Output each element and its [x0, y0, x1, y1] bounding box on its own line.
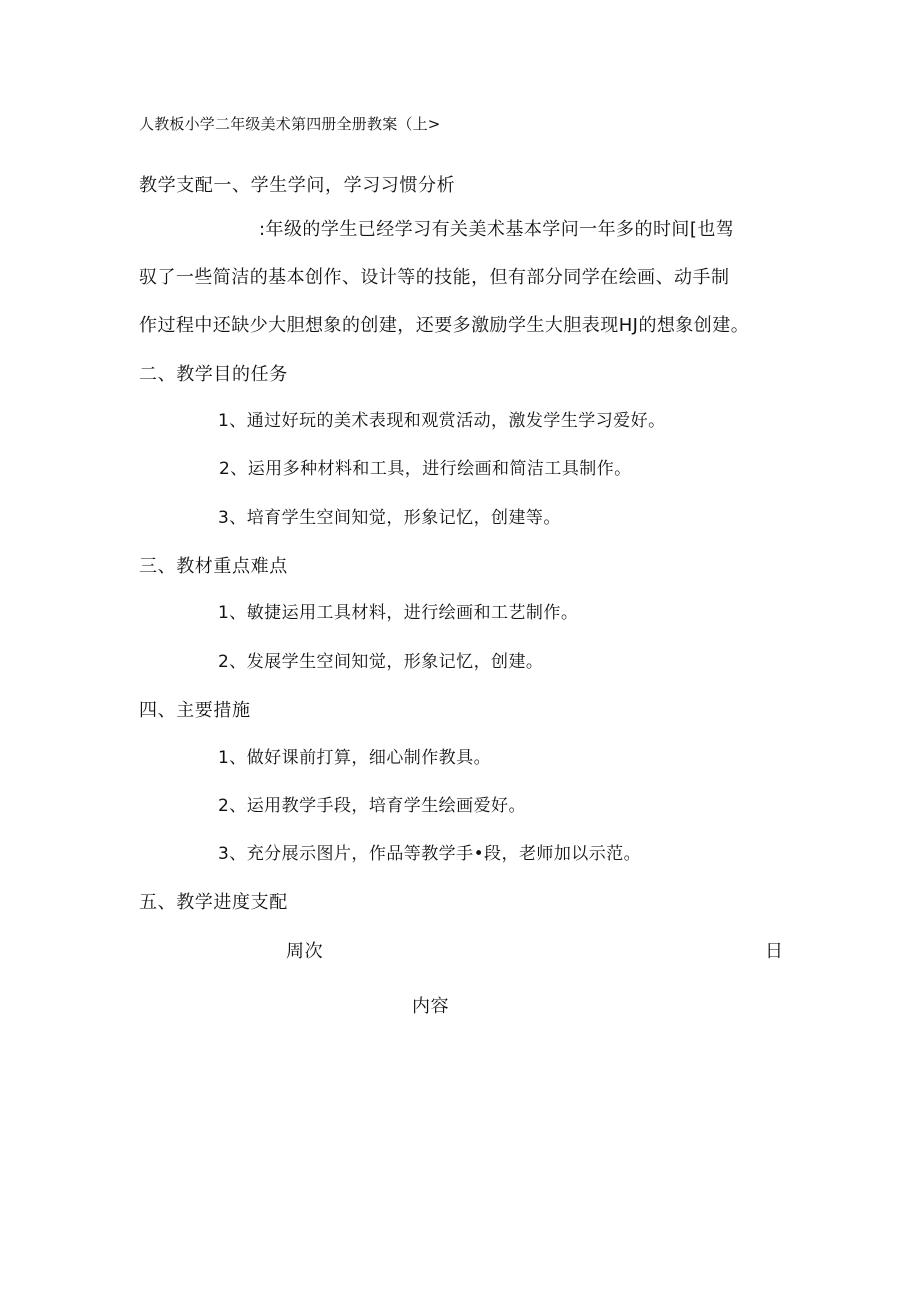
section-1-heading: 教学支配一、学生学问，学习习惯分析 [139, 175, 456, 196]
section-1-paragraph-line-3: 作过程中还缺少大胆想象的创建，还要多激励学生大胆表现HJ的想象创建。 [139, 315, 750, 336]
section-3-item-1: 1、敏捷运用工具材料，进行绘画和工艺制作。 [218, 603, 579, 623]
section-2-heading: 二、教学目的任务 [139, 364, 288, 385]
progress-table-date-header: 日 [765, 941, 784, 962]
progress-table-week-header: 周次 [286, 941, 324, 962]
section-4-item-2: 2、运用教学手段，培育学生绘画爱好。 [218, 796, 526, 816]
section-4-heading: 四、主要措施 [139, 700, 251, 721]
section-3-item-2: 2、发展学生空间知觉，形象记忆，创建。 [218, 652, 544, 672]
section-4-item-3: 3、充分展示图片，作品等教学手•段，老师加以示范。 [218, 844, 642, 864]
section-1-paragraph-line-1: :年级的学生已经学习有关美术基本学问一年多的时间[也驾 [259, 219, 735, 240]
section-2-item-1: 1、通过好玩的美术表现和观赏活动，激发学生学习爱好。 [218, 411, 666, 431]
section-2-item-2: 2、运用多种材料和工具，进行绘画和简洁工具制作。 [219, 459, 632, 479]
section-4-item-1: 1、做好课前打算，细心制作教具。 [218, 748, 492, 768]
document-title: 人教板小学二年级美术第四册全册教案（上> [139, 115, 441, 133]
section-3-heading: 三、教材重点难点 [139, 556, 288, 577]
progress-table-content-header: 内容 [412, 996, 450, 1017]
section-2-item-3: 3、培育学生空间知觉，形象记忆，创建等。 [218, 508, 561, 528]
section-1-paragraph-line-2: 驭了一些简洁的基本创作、设计等的技能，但有部分同学在绘画、动手制 [139, 267, 730, 288]
section-5-heading: 五、教学进度支配 [139, 892, 288, 913]
